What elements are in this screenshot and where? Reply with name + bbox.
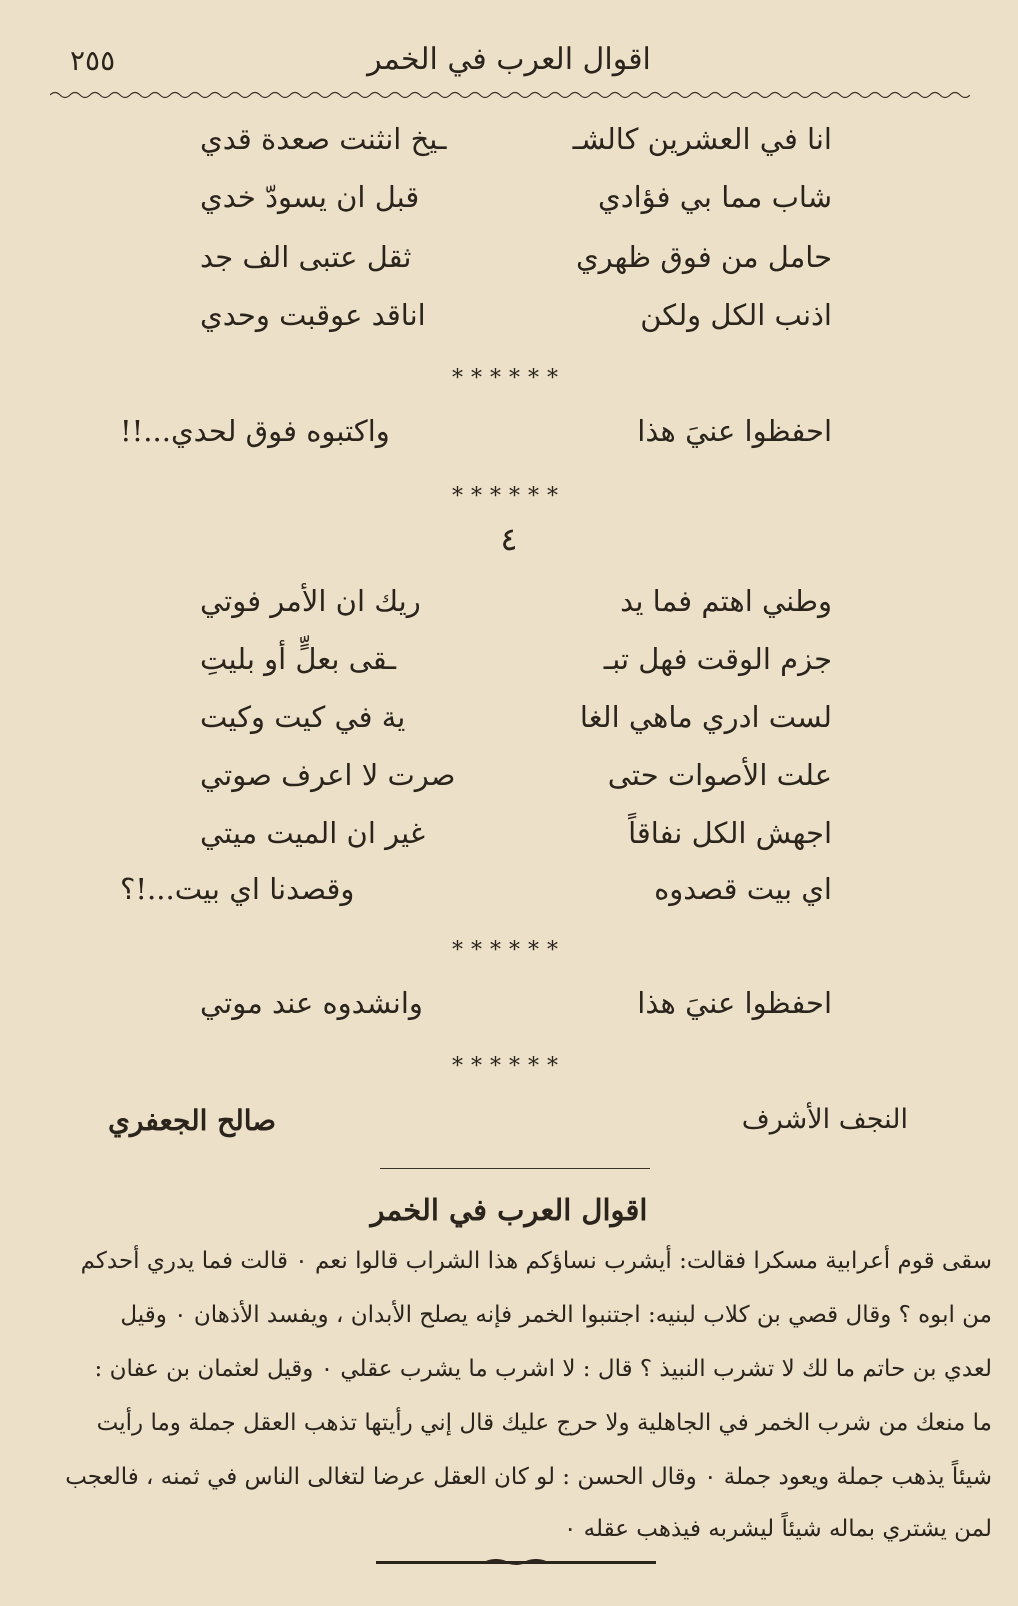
verse-first-hemistich: علت الأصوات حتى — [607, 758, 832, 792]
poem2-verse — [200, 584, 832, 632]
article-line: لمن يشتري بماله شيئاً ليشربه فيذهب عقله ٠ — [563, 1516, 992, 1542]
page-number: ٢٥٥ — [70, 44, 116, 77]
star-separator: ****** — [452, 1054, 566, 1079]
header-wavy-rule — [50, 90, 970, 100]
article-title: اقوال العرب في الخمر — [370, 1193, 648, 1227]
verse-second-hemistich: وانشدوه عند موتي — [200, 986, 423, 1020]
poem2-verse — [200, 758, 832, 806]
poem2-verse — [200, 642, 832, 690]
verse-first-hemistich: حامل من فوق ظهري — [575, 240, 832, 274]
end-ornament-rule — [376, 1558, 656, 1568]
verse-second-hemistich: ثقل عتبى الف جد — [200, 240, 412, 274]
verse-first-hemistich: وطني اهتم فما يد — [620, 584, 832, 618]
verse-first-hemistich: جزم الوقت فهل تبـ — [603, 642, 832, 676]
verse-second-hemistich: صرت لا اعرف صوتي — [200, 758, 456, 792]
poem2-closing-verse — [200, 986, 832, 1034]
verse-second-hemistich: قبل ان يسودّ خدي — [200, 180, 420, 214]
star-separator: ****** — [452, 366, 566, 391]
verse-first-hemistich: احفظوا عنيَ هذا — [637, 414, 832, 448]
verse-first-hemistich: شاب مما بي فؤادي — [598, 180, 832, 214]
verse-second-hemistich: ـقى بعلٍّ أو بليتِ — [200, 642, 396, 676]
star-separator: ****** — [452, 938, 566, 963]
verse-second-hemistich: اناقد عوقبت وحدي — [200, 298, 426, 332]
running-title: اقوال العرب في الخمر — [367, 42, 651, 77]
poem1-verse — [200, 298, 832, 346]
article-line: ما منعك من شرب الخمر في الجاهلية ولا حرج عليك قال إني رأيتها تذهب العقل جملة وما رأيت — [96, 1410, 992, 1436]
poem1-closing-verse — [120, 414, 832, 462]
verse-second-hemistich: واكتبوه فوق لحدي...!! — [120, 414, 390, 448]
verse-second-hemistich: ريك ان الأمر فوتي — [200, 584, 421, 618]
verse-second-hemistich: ـيخ انثنت صعدة قدي — [200, 122, 447, 156]
poem1-verse — [200, 240, 832, 288]
section-divider — [380, 1168, 650, 1169]
verse-first-hemistich: اجهش الكل نفاقاً — [628, 816, 832, 850]
signature-author: صالح الجعفري — [108, 1104, 277, 1137]
poem-number: ٤ — [500, 520, 518, 558]
poem2-verse — [120, 872, 832, 920]
verse-second-hemistich: ية في كيت وكيت — [200, 700, 406, 734]
article-line: سقى قوم أعرابية مسكرا فقالت: أيشرب نساؤكم هذا الشراب قالوا نعم ٠ قالت فما يدري أحدكم — [80, 1248, 992, 1274]
article-line: شيئاً يذهب جملة ويعود جملة ٠ وقال الحسن : لو كان العقل عرضا لتغالى الناس في ثمنه ، فالعجب — [65, 1464, 992, 1490]
verse-first-hemistich: اذنب الكل ولكن — [640, 298, 832, 332]
verse-second-hemistich: وقصدنا اي بيت...!؟ — [120, 872, 355, 906]
star-separator: ****** — [452, 484, 566, 509]
poem1-verse — [200, 180, 832, 228]
signature-place: النجف الأشرف — [741, 1104, 908, 1135]
poem1-verse — [200, 122, 832, 170]
article-line: لعدي بن حاتم ما لك لا تشرب النبيذ ؟ قال : لا اشرب ما يشرب عقلي ٠ وقيل لعثمان بن عفان : — [94, 1356, 992, 1382]
verse-first-hemistich: احفظوا عنيَ هذا — [637, 986, 832, 1020]
verse-first-hemistich: انا في العشرين كالشـ — [572, 122, 832, 156]
article-line: من ابوه ؟ وقال قصي بن كلاب لبنيه: اجتنبوا الخمر فإنه يصلح الأبدان ، ويفسد الأذهان ٠ وقيل — [120, 1302, 992, 1328]
verse-second-hemistich: غير ان الميت ميتي — [200, 816, 426, 850]
poem2-verse — [200, 816, 832, 864]
verse-first-hemistich: اي بيت قصدوه — [654, 872, 832, 906]
verse-first-hemistich: لست ادري ماهي الغا — [579, 700, 832, 734]
poem2-verse — [200, 700, 832, 748]
